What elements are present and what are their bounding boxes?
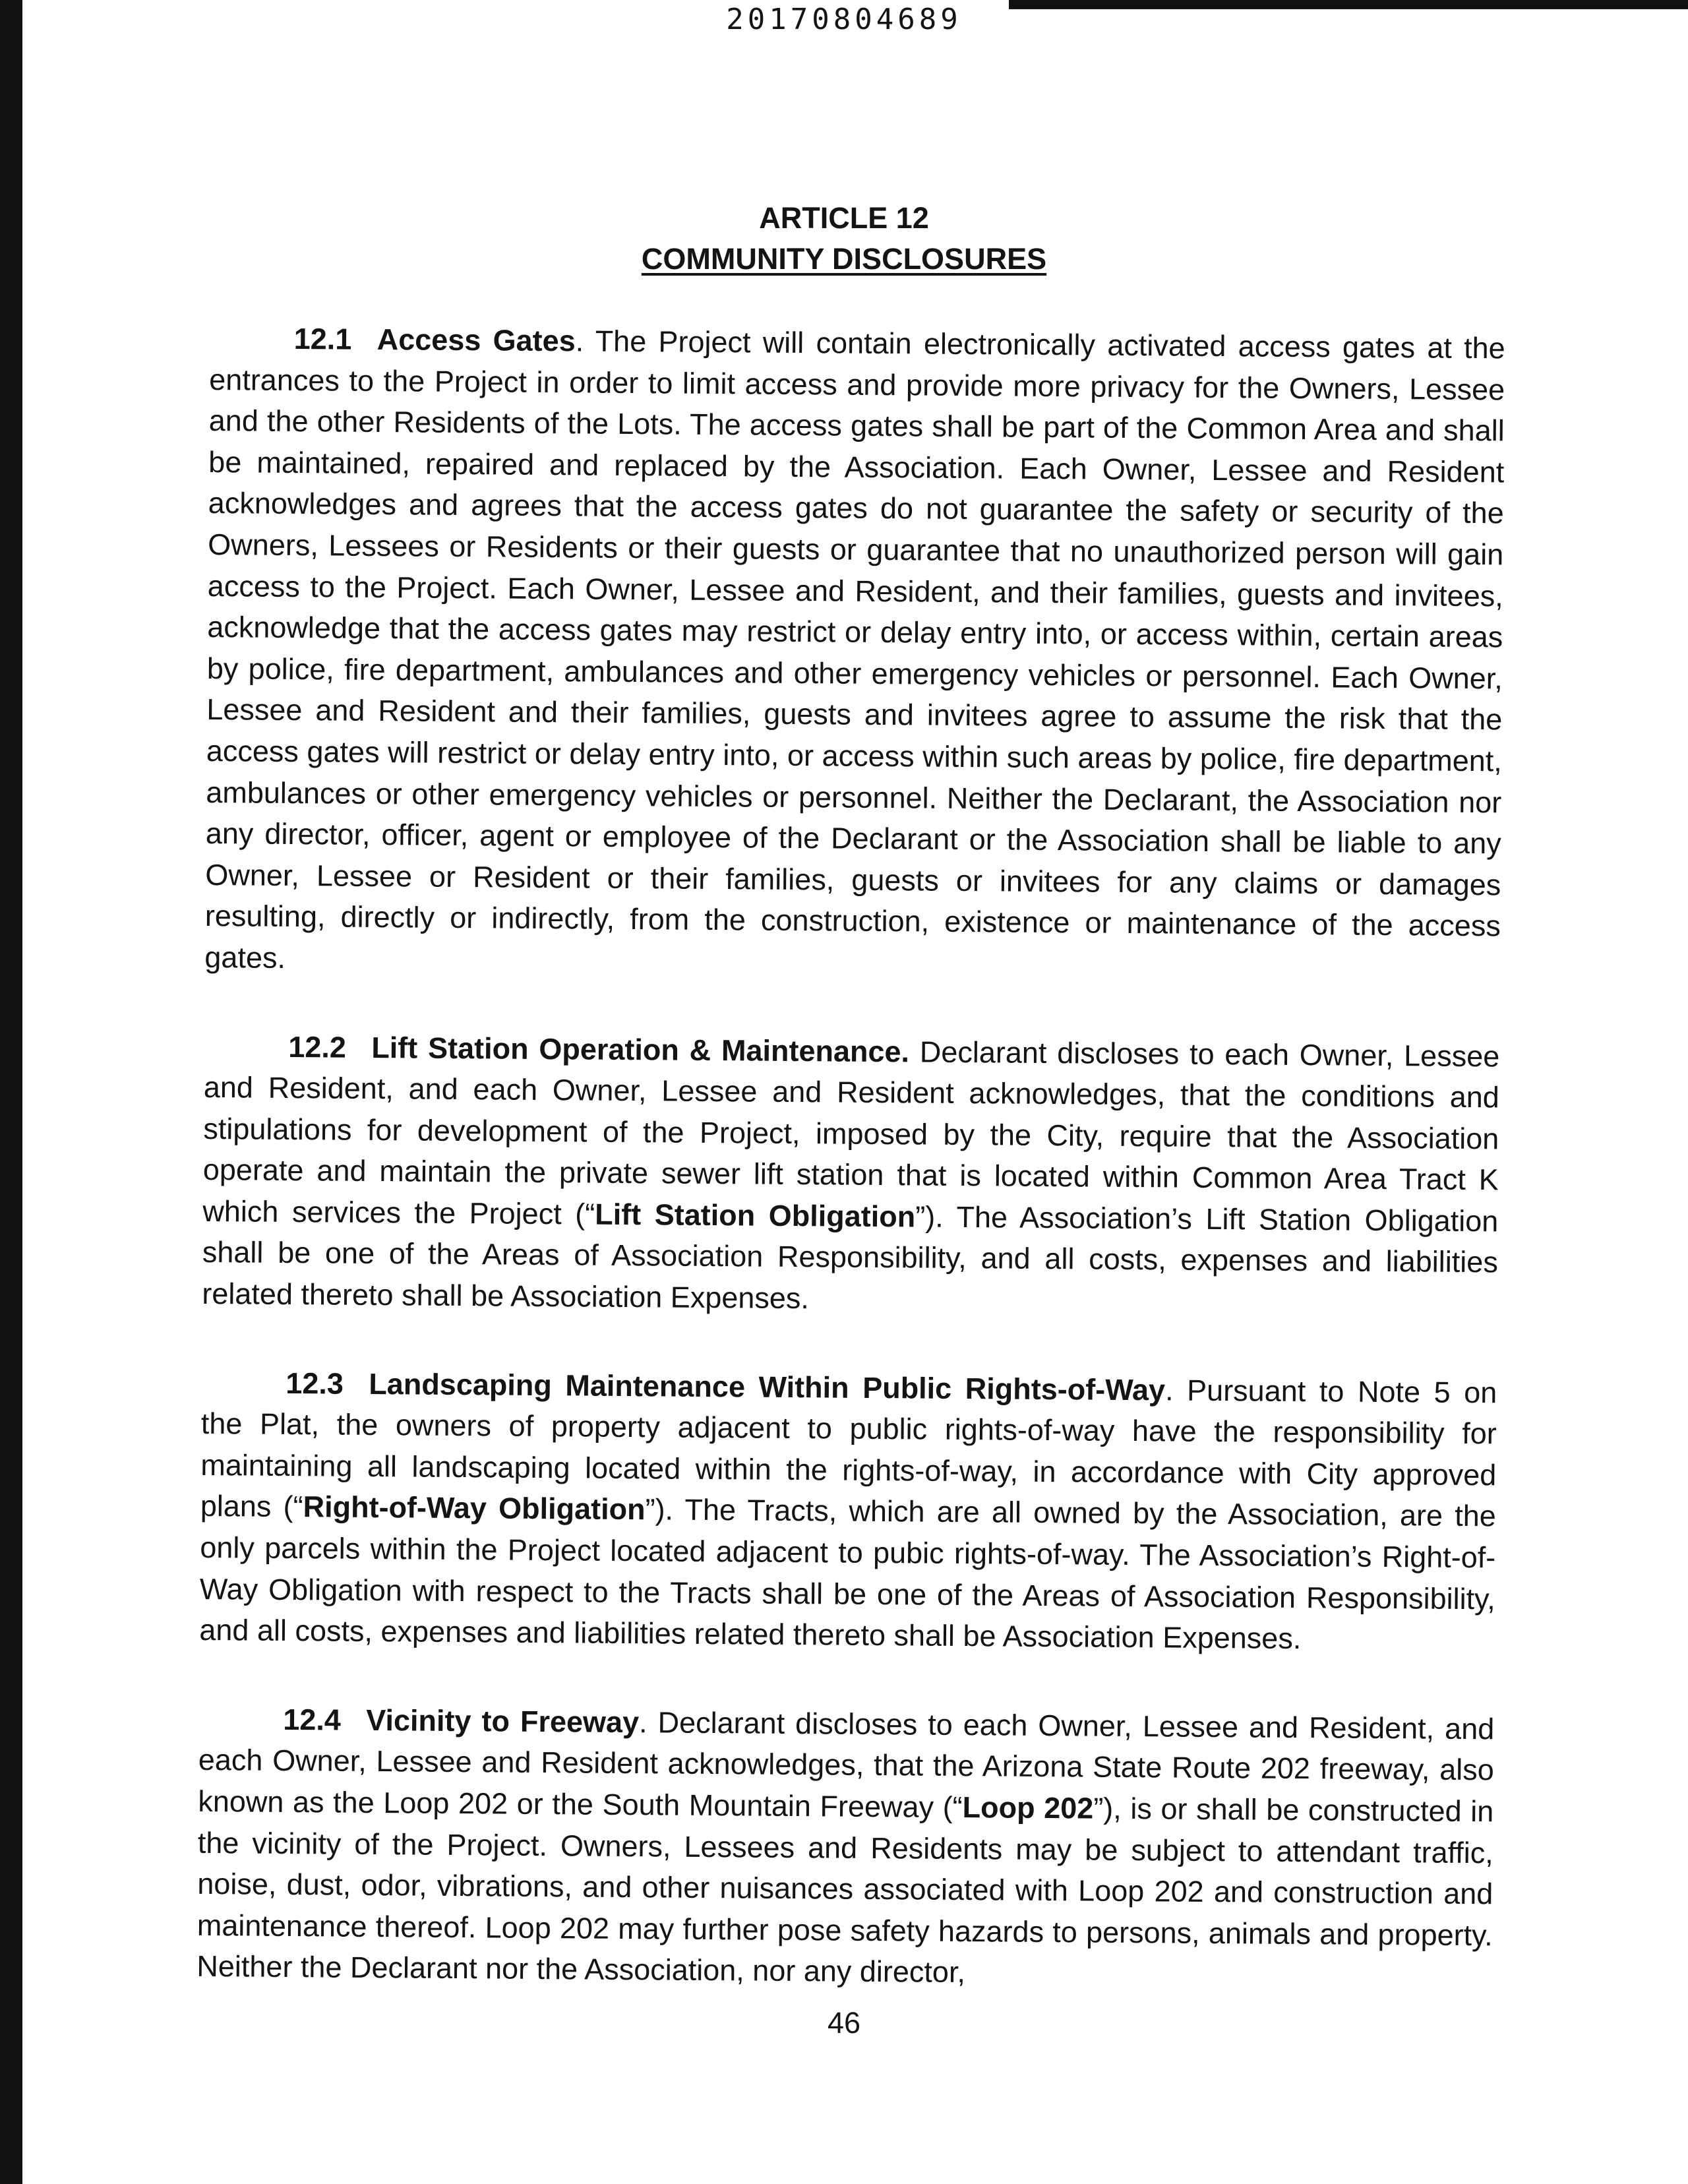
section-number: 12.4 xyxy=(283,1702,342,1737)
section-text-continued: ”). The Tracts, which are all owned by the Association, are the only parcels within the Project located adjacent to pubic rights-of-way. The Association’s Right-of-Way Obligation with respect to the Tracts shall be one of the Areas of Association Responsibility, and all costs, expenses and liabilities related thereto shall be Association Expenses. xyxy=(199,1492,1496,1656)
article-label: ARTICLE 12 xyxy=(759,201,929,235)
defined-term: Loop 202 xyxy=(962,1790,1094,1825)
section-text: . Pursuant to Note 5 on the Plat, the owners of property adjacent to public rights-of-way have the responsibility for maintaining all landscaping located within the rights-of-way, in accordance with City approved plans (“ xyxy=(200,1373,1497,1524)
defined-term: Right-of-Way Obligation xyxy=(303,1490,646,1527)
page-body xyxy=(196,318,1505,2045)
section-title: Lift Station Operation & Maintenance. xyxy=(371,1030,910,1068)
section-12-2 xyxy=(202,1025,1499,1325)
section-number: 12.3 xyxy=(286,1366,344,1401)
section-12-1 xyxy=(204,318,1505,988)
section-title: Vicinity to Freeway xyxy=(366,1703,640,1739)
section-number: 12.2 xyxy=(288,1029,347,1064)
section-number: 12.1 xyxy=(293,322,352,356)
section-title: Landscaping Maintenance Within Public Rights-of-Way xyxy=(369,1366,1166,1407)
section-text: Declarant discloses to each Owner, Lessee and Resident, and each Owner, Lessee and Resident acknowledges, that the conditions and stipulations for development of the Project, imposed by the City, require that the Association operate and maintain the private sewer lift station that is located within Common Area Tract K which services the Project (“ xyxy=(202,1034,1500,1231)
section-text: . The Project will contain electronically activated access gates at the entrances to the Project in order to limit access and provide more privacy for the Owners, Lessee and the other Residents of the Lots. The access gates shall be part of the Common Area and shall be maintained, repaired and replaced by the Association. Each Owner, Lessee and Resident acknowledges and agrees that the access gates do not guarantee the safety or security of the Owners, Lessees or Residents or their guests or guarantee that no unauthorized person will gain access to the Project. Each Owner, Lessee and Resident, and their families, guests and invitees, acknowledge that the access gates may restrict or delay entry into, or access within, certain areas by police, fire department, ambulances and other emergency vehicles or personnel. Each Owner, Lessee and Resident and their families, guests and invitees agree to assume the risk that the access gates will restrict or delay entry into, or access within such areas by police, fire department, ambulances or other emergency vehicles or personnel. Neither the Declarant, the Association nor any director, officer, agent or employee of the Declarant or the Association shall be liable to any Owner, Lessee or Resident or their families, guests or invitees for any claims or damages resulting, directly or indirectly, from the construction, existence or maintenance of the access gates. xyxy=(204,324,1505,975)
section-text-continued: ”), is or shall be constructed in the vicinity of the Project. Owners, Lessees and Residents may be subject to attendant traffic, noise, dust, odor, vibrations, and other nuisances associated with Loop 202 and construction and maintenance thereof. Loop 202 may further pose safety hazards to persons, animals and property. Neither the Declarant nor the Association, nor any director, xyxy=(196,1791,1494,1989)
article-heading xyxy=(0,198,1688,280)
article-title: COMMUNITY DISCLOSURES xyxy=(641,242,1047,276)
defined-term: Lift Station Obligation xyxy=(595,1197,916,1234)
section-title: Access Gates xyxy=(377,322,576,358)
scan-edge-border xyxy=(0,0,22,2184)
section-12-4 xyxy=(196,1699,1494,1998)
section-text: . Declarant discloses to each Owner, Lessee and Resident, and each Owner, Lessee and Resident acknowledges, that the Arizona State Route 202 freeway, also known as the Loop 202 or the South Mountain Freeway (“ xyxy=(198,1705,1495,1825)
document-number: 20170804689 xyxy=(726,3,962,36)
page-number: 46 xyxy=(827,2006,861,2040)
section-12-3 xyxy=(199,1362,1497,1662)
section-text-continued: ”). The Association’s Lift Station Obligation shall be one of the Areas of Association Responsibility, and all costs, expenses and liabilities related thereto shall be Association Expenses. xyxy=(202,1199,1499,1316)
